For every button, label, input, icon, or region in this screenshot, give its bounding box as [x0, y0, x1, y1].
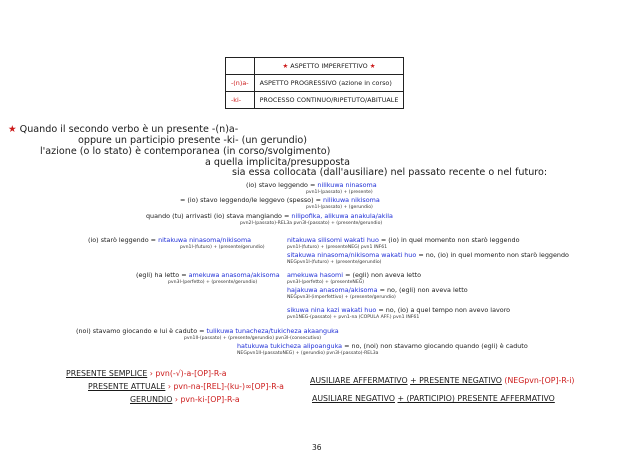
example-1-gloss: pvn1I-(passato) + (presente) — [306, 190, 373, 195]
formula-ausiliare-affermativo — [310, 376, 574, 385]
legend-affix-progressive: -(n)a- — [226, 75, 255, 92]
example-6 — [287, 251, 569, 259]
example-2-swahili: nilikuwa nikisoma — [323, 196, 380, 204]
example-9-italian: = no, (egli) non aveva letto — [379, 286, 468, 294]
formula-gerundio-label: GERUNDIO — [130, 395, 173, 404]
example-3-gloss: pvn2I-(passato)-REL3a pvn3I-(passato) + (presente/gerundio) — [240, 221, 383, 226]
example-12-gloss: NEGpvn1II-(passatoNEG) + (gerundio) pvn3I-(passato)-REL3a — [237, 351, 379, 356]
example-10 — [287, 306, 510, 314]
page-number: 36 — [312, 443, 322, 452]
legend-desc-progressive: ASPETTO PROGRESSIVO (azione in corso) — [254, 75, 404, 92]
legend-title — [254, 58, 404, 75]
example-2-gloss: pvn1I-(passato) + (gerundio) — [306, 205, 373, 210]
formula-presente-negativo-pattern: (NEGpvn-[OP]-R-i) — [504, 376, 575, 385]
formula-presente-semplice-label: PRESENTE SEMPLICE — [66, 369, 148, 378]
example-3-italian: quando (tu) arrivasti (io) stava mangiando = — [146, 212, 290, 220]
formula-ausiliare-negativo — [312, 394, 555, 403]
example-10-gloss: pvn1NEG-(passato) + pvn1-na (COPULA AFF.) pvn1 INF61 — [287, 315, 420, 320]
formula-presente-attuale-pattern: › pvn-na-[REL]-(ku-)∞[OP]-R-a — [167, 382, 284, 391]
example-5 — [287, 236, 520, 244]
legend-title-text: ASPETTO IMPERFETTIVO — [290, 62, 368, 70]
rule-line-1 — [8, 124, 238, 135]
example-6-swahili: sitakuwa ninasoma/nikisoma wakati huo — [287, 251, 417, 259]
legend-desc-continuous: PROCESSO CONTINUO/RIPETUTO/ABITUALE — [254, 92, 404, 109]
example-8-swahili: amekuwa hasomi — [287, 271, 344, 279]
example-8-gloss: pvn3I-(perfetto) + (presenteNEG) — [287, 280, 365, 285]
rule-line-3: l'azione (o lo stato) è contemporanea (in corso/svolgimento) — [40, 146, 331, 157]
example-1-italian: (io) stavo leggendo = — [246, 181, 316, 189]
legend-affix-continuous: -ki- — [226, 92, 255, 109]
example-7-swahili: amekuwa anasoma/akisoma — [188, 271, 280, 279]
example-1 — [246, 181, 377, 189]
example-11-gloss: pvn1II-(passato) + (presente/gerundio) pvn3I-(consecutivo) — [184, 336, 322, 341]
example-10-swahili: sikuwa nina kazi wakati huo — [287, 306, 377, 314]
formula-gerundio — [130, 395, 240, 404]
rule-line-1-text: Quando il secondo verbo è un presente -(n)a- — [19, 124, 239, 135]
formula-ausiliare-affermativo-label: AUSILIARE AFFERMATIVO — [310, 376, 408, 385]
example-11 — [76, 327, 339, 335]
example-10-italian: = no, (io) a quel tempo non avevo lavoro — [378, 306, 511, 314]
example-3-swahili: nilipofika, alikuwa anakula/akila — [291, 212, 393, 220]
rule-line-4: a quella implicita/presupposta — [205, 157, 350, 168]
formula-gerundio-pattern: › pvn-ki-[OP]-R-a — [174, 395, 240, 404]
example-4-italian: (io) starò leggendo = — [88, 236, 157, 244]
example-5-swahili: nitakuwa silisomi wakati huo — [287, 236, 379, 244]
example-6-gloss: NEGpvn1I-(futuro) + (presente/gerundio) — [287, 260, 382, 265]
example-7-italian: (egli) ha letto = — [136, 271, 187, 279]
rule-line-5: sia essa collocata (dall'ausiliare) nel passato recente o nel futuro: — [232, 167, 548, 178]
star-icon: ★ — [369, 62, 376, 70]
example-7-gloss: pvn3I-(perfetto) + (presente/gerundio) — [168, 280, 258, 285]
rule-line-2: oppure un participio presente -ki- (un gerundio) — [78, 135, 308, 146]
example-9-gloss: NEGpvn3I-(imperfettivo) + (presente/gerundio) — [287, 295, 396, 300]
example-6-italian: = no, (io) in quel momento non starò leggendo — [418, 251, 569, 259]
example-9 — [287, 286, 468, 294]
example-4 — [88, 236, 251, 244]
example-2 — [180, 196, 380, 204]
example-11-swahili: tulikuwa tunacheza/tukicheza akaanguka — [206, 327, 339, 335]
example-5-gloss: pvn1I-(futuro) + (presenteNEG) pvn1 INF61 — [287, 245, 388, 250]
formula-participio-presente-label: + (PARTICIPIO) PRESENTE AFFERMATIVO — [397, 394, 555, 403]
example-7 — [136, 271, 280, 279]
star-icon: ★ — [8, 124, 17, 135]
example-4-swahili: nitakuwa ninasoma/nikisoma — [158, 236, 252, 244]
example-9-swahili: hajakuwa anasoma/akisoma — [287, 286, 378, 294]
example-8-italian: = (egli) non aveva letto — [345, 271, 422, 279]
example-11-italian: (noi) stavamo giocando e lui è caduto = — [76, 327, 205, 335]
example-4-gloss: pvn1I-(futuro) + (presente/gerundio) — [180, 245, 265, 250]
formula-presente-attuale-label: PRESENTE ATTUALE — [88, 382, 166, 391]
formula-presente-negativo-label: + PRESENTE NEGATIVO — [410, 376, 502, 385]
example-1-swahili: nilikuwa ninasoma — [317, 181, 377, 189]
example-12-italian: = no, (noi) non stavamo giocando quando (egli) è caduto — [344, 342, 528, 350]
example-2-italian: = (io) stavo leggendo/le leggevo (spesso) = — [180, 196, 321, 204]
example-12 — [237, 342, 528, 350]
formula-ausiliare-negativo-label: AUSILIARE NEGATIVO — [312, 394, 396, 403]
example-8 — [287, 271, 421, 279]
formula-presente-semplice — [66, 369, 227, 378]
example-5-italian: = (io) in quel momento non starò leggendo — [380, 236, 520, 244]
formula-presente-semplice-pattern: › pvn(-√)-a-[OP]-R-a — [149, 369, 227, 378]
formula-presente-attuale — [88, 382, 284, 391]
star-icon: ★ — [282, 62, 289, 70]
example-3 — [146, 212, 393, 220]
aspect-legend-table — [225, 57, 404, 109]
example-12-swahili: hatukuwa tukicheza alipoanguka — [237, 342, 343, 350]
